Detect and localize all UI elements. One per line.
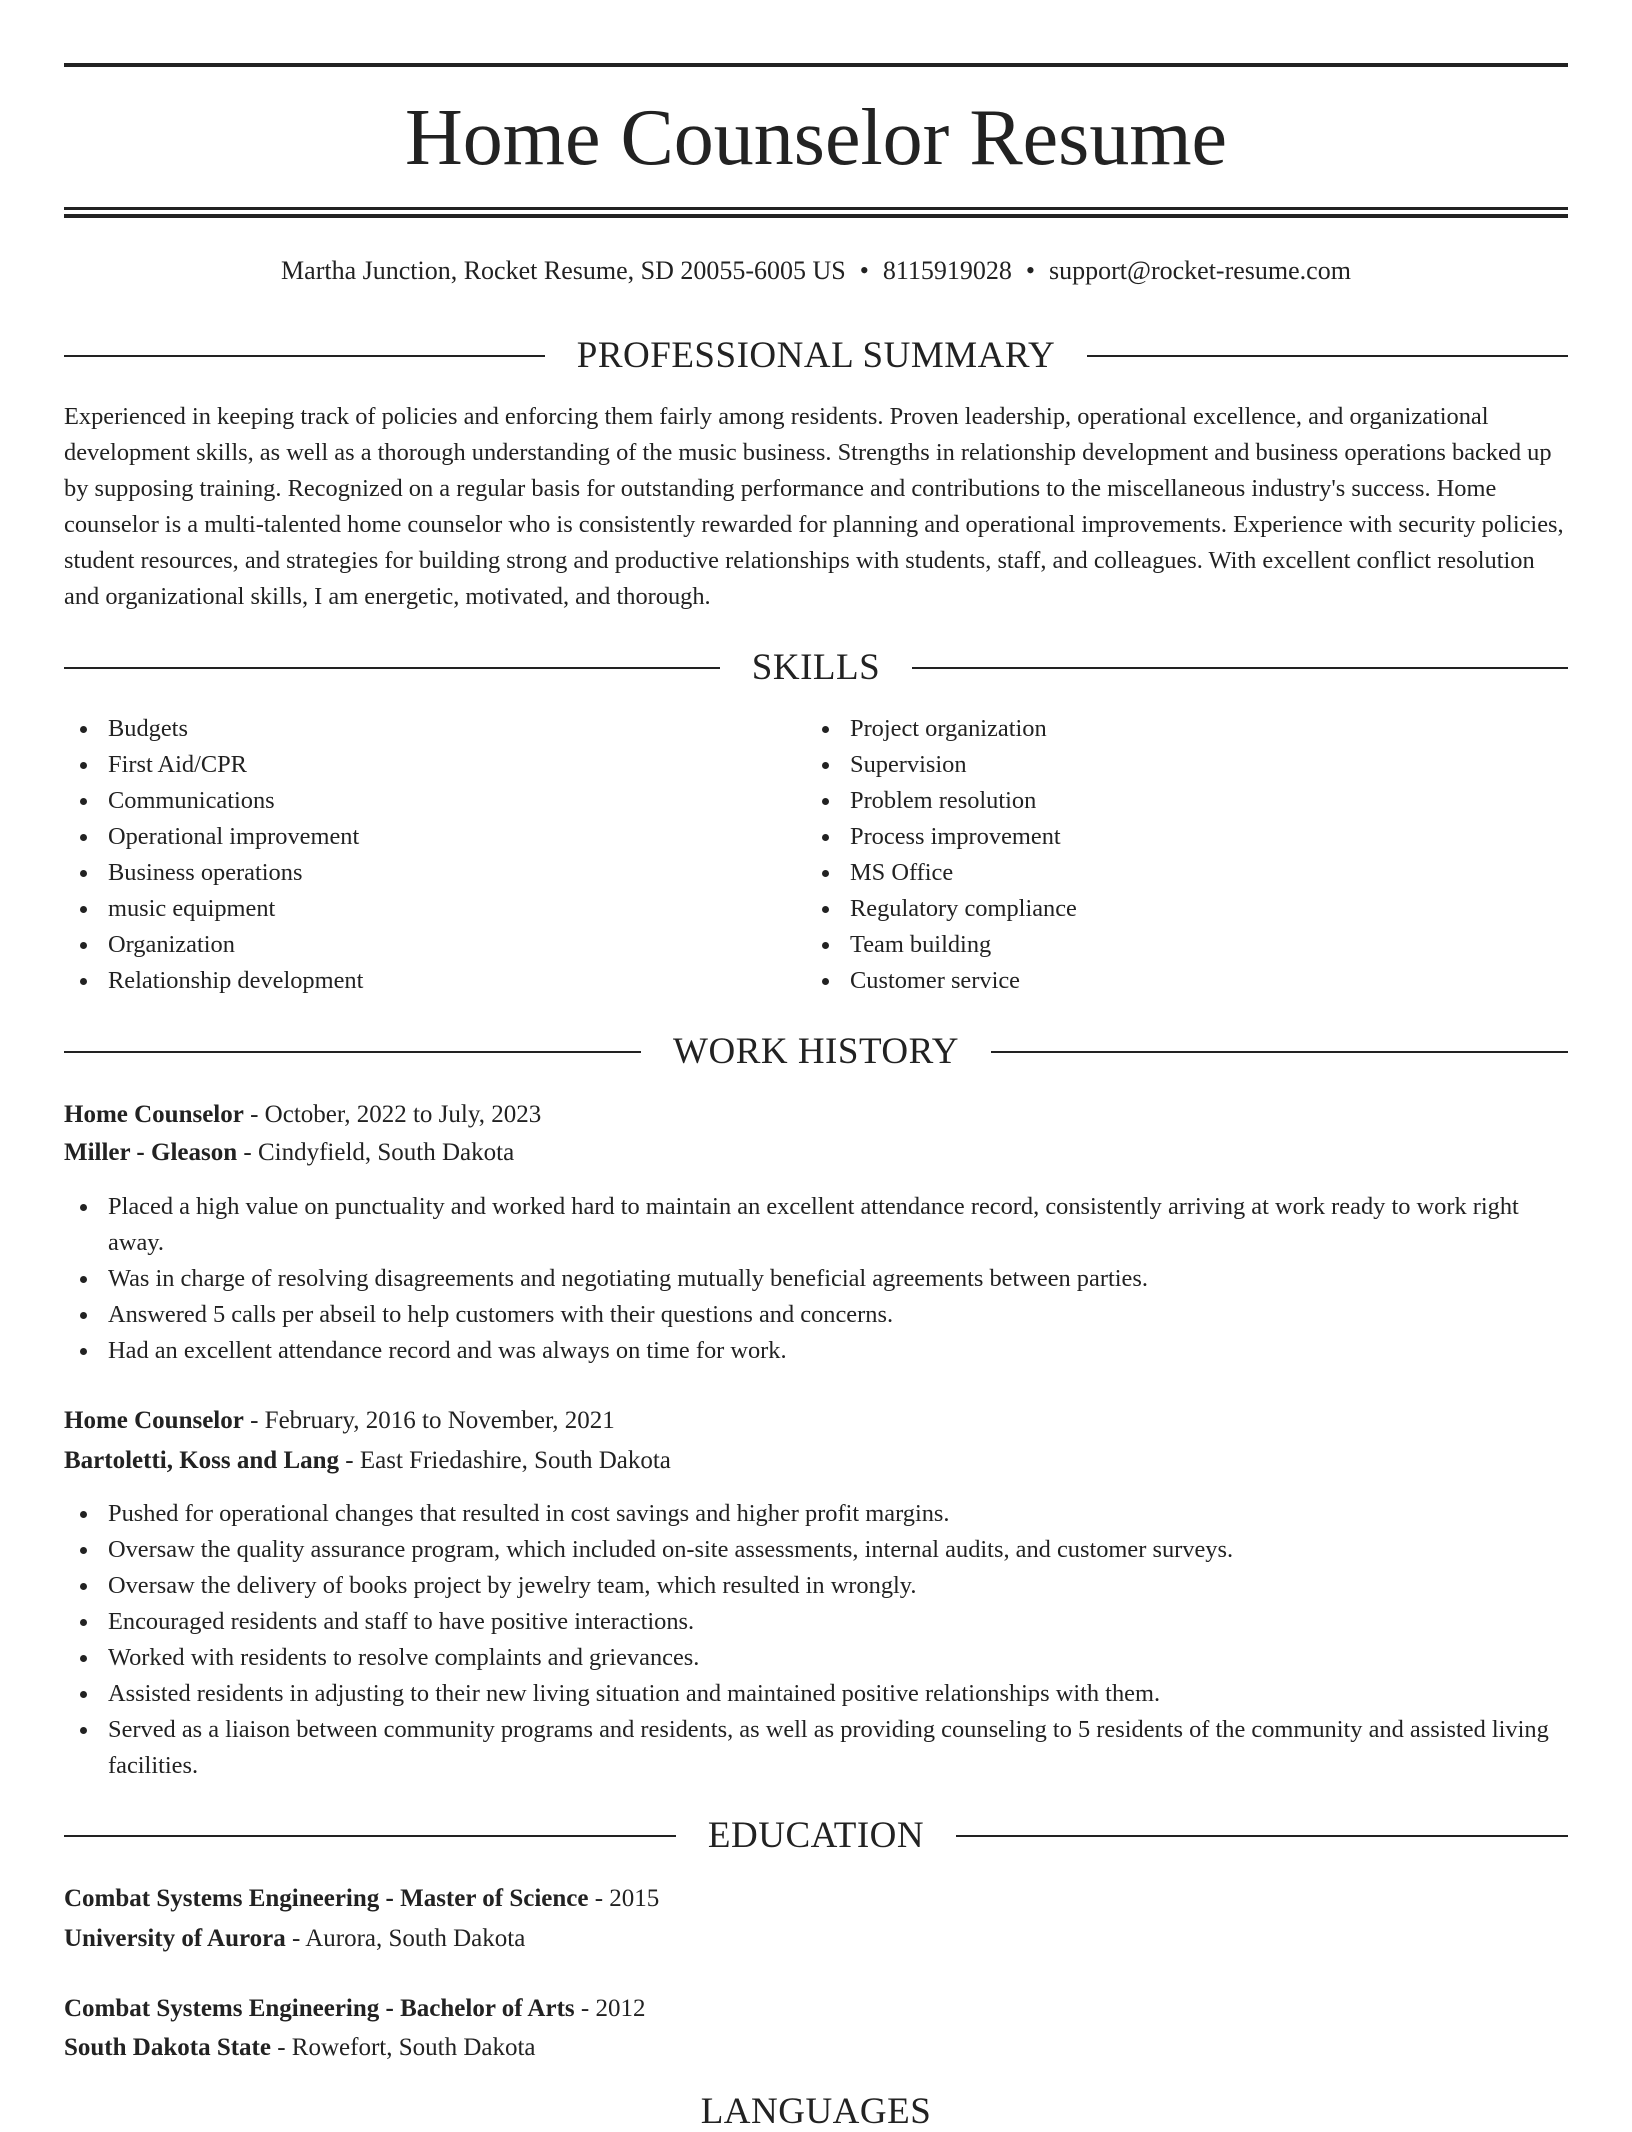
heading-rule: [956, 1835, 1568, 1837]
heading-rule: [1087, 355, 1568, 357]
contact-address: Martha Junction, Rocket Resume, SD 20055-6005 US: [281, 256, 846, 285]
contact-separator: •: [1025, 256, 1036, 285]
heading-rule: [912, 667, 1568, 669]
resume-title: Home Counselor Resume: [404, 94, 1228, 182]
duty-item: Pushed for operational changes that resulted in cost savings and higher profit margins.: [64, 1496, 1568, 1532]
section-title: WORK HISTORY: [673, 1031, 959, 1072]
duty-item: Worked with residents to resolve complaints and grievances.: [64, 1640, 1568, 1676]
contact-separator: •: [859, 256, 869, 285]
skill-item: Regulatory compliance: [806, 891, 1546, 927]
duty-item: Encouraged residents and staff to have positive interactions.: [64, 1604, 1568, 1640]
skills-column-left: [64, 711, 804, 999]
education-degree: Combat Systems Engineering - Bachelor of Arts: [64, 1995, 575, 2022]
section-heading-languages: [64, 2092, 1568, 2132]
contact-line: [64, 254, 1568, 288]
education-school: University of Aurora: [64, 1925, 286, 1952]
duty-item: Assisted residents in adjusting to their new living situation and maintained positive relationships with them.: [64, 1676, 1568, 1712]
job-duties: [64, 1496, 1568, 1784]
skill-item: Project organization: [806, 711, 1546, 747]
contact-email: support@rocket-resume.com: [1049, 256, 1351, 285]
skill-item: Problem resolution: [806, 783, 1546, 819]
section-heading-skills: [64, 648, 1568, 688]
section-heading-summary: [64, 336, 1568, 376]
education-year: - 2012: [574, 1995, 646, 2022]
job-title: Home Counselor: [64, 1407, 244, 1434]
job-title: Home Counselor: [64, 1101, 244, 1128]
section-title: LANGUAGES: [700, 2091, 932, 2132]
job-dates: - October, 2022 to July, 2023: [243, 1101, 542, 1128]
heading-rule: [64, 1051, 641, 1053]
job-company: Miller - Gleason: [64, 1139, 238, 1166]
education-degree-line: [64, 1881, 1568, 1917]
skill-item: Communications: [64, 783, 804, 819]
education-school-line: [64, 2030, 1568, 2066]
section-heading-education: [64, 1816, 1568, 1856]
skill-item: MS Office: [806, 855, 1546, 891]
job-company: Bartoletti, Koss and Lang: [64, 1447, 340, 1474]
duty-item: Was in charge of resolving disagreements and negotiating mutually beneficial agreements between parties.: [64, 1261, 1568, 1297]
job-company-line: [64, 1443, 1568, 1479]
education-location: - Aurora, South Dakota: [285, 1925, 526, 1952]
education-location: - Rowefort, South Dakota: [270, 2034, 536, 2061]
section-heading-work: [64, 1032, 1568, 1072]
education-year: - 2015: [588, 1885, 660, 1912]
job-title-line: [64, 1403, 1568, 1439]
heading-rule: [991, 1051, 1568, 1053]
section-title: PROFESSIONAL SUMMARY: [576, 335, 1056, 376]
contact-phone: 8115919028: [882, 256, 1012, 285]
section-title: EDUCATION: [707, 1815, 925, 1856]
job-company-line: [64, 1135, 1568, 1171]
education-degree: Combat Systems Engineering - Master of Science: [64, 1885, 589, 1912]
duty-item: Had an excellent attendance record and was always on time for work.: [64, 1333, 1568, 1369]
skills-column-right: [806, 711, 1546, 999]
education-school: South Dakota State: [64, 2034, 271, 2061]
skill-item: Customer service: [806, 963, 1546, 999]
job-location: - East Friedashire, South Dakota: [339, 1447, 671, 1474]
heading-rule: [64, 1835, 676, 1837]
heading-rule: [64, 667, 720, 669]
duty-item: Placed a high value on punctuality and worked hard to maintain an excellent attendance record, consistently arriving at work ready to work right away.: [64, 1189, 1568, 1261]
skill-item: Operational improvement: [64, 819, 804, 855]
title-double-rule: [64, 207, 1568, 218]
heading-rule: [64, 355, 545, 357]
skill-item: Budgets: [64, 711, 804, 747]
duty-item: Served as a liaison between community programs and residents, as well as providing counseling to 5 residents of the community and assisted living facilities.: [64, 1712, 1568, 1784]
education-degree-line: [64, 1991, 1568, 2027]
skill-item: Organization: [64, 927, 804, 963]
job-title-line: [64, 1097, 1568, 1133]
skill-item: First Aid/CPR: [64, 747, 804, 783]
job-dates: - February, 2016 to November, 2021: [243, 1407, 615, 1434]
section-title: SKILLS: [751, 647, 881, 688]
skill-item: Process improvement: [806, 819, 1546, 855]
top-rule: [64, 63, 1568, 67]
duty-item: Answered 5 calls per abseil to help customers with their questions and concerns.: [64, 1297, 1568, 1333]
skill-item: Supervision: [806, 747, 1546, 783]
duty-item: Oversaw the delivery of books project by jewelry team, which resulted in wrongly.: [64, 1568, 1568, 1604]
skill-item: Business operations: [64, 855, 804, 891]
skill-item: music equipment: [64, 891, 804, 927]
skill-item: Relationship development: [64, 963, 804, 999]
job-location: - Cindyfield, South Dakota: [237, 1139, 515, 1166]
summary-text: Experienced in keeping track of policies and enforcing them fairly among residents. Proven leadership, operational excellence, and organizational development skills, as well as a thorough understanding of the music business. Strengths in relationship development and business operations backed up by supposing training. Recognized on a regular basis for outstanding performance and contributions to the miscellaneous industry's success. Home counselor is a multi-talented home counselor who is consistently rewarded for planning and operational improvements. Experience with security policies, student resources, and strategies for building strong and productive relationships with students, staff, and colleagues. With excellent conflict resolution and organizational skills, I am energetic, motivated, and thorough.: [64, 403, 1564, 610]
duty-item: Oversaw the quality assurance program, which included on-site assessments, internal audits, and customer surveys.: [64, 1532, 1568, 1568]
job-duties: [64, 1189, 1568, 1369]
skill-item: Team building: [806, 927, 1546, 963]
education-school-line: [64, 1921, 1568, 1957]
